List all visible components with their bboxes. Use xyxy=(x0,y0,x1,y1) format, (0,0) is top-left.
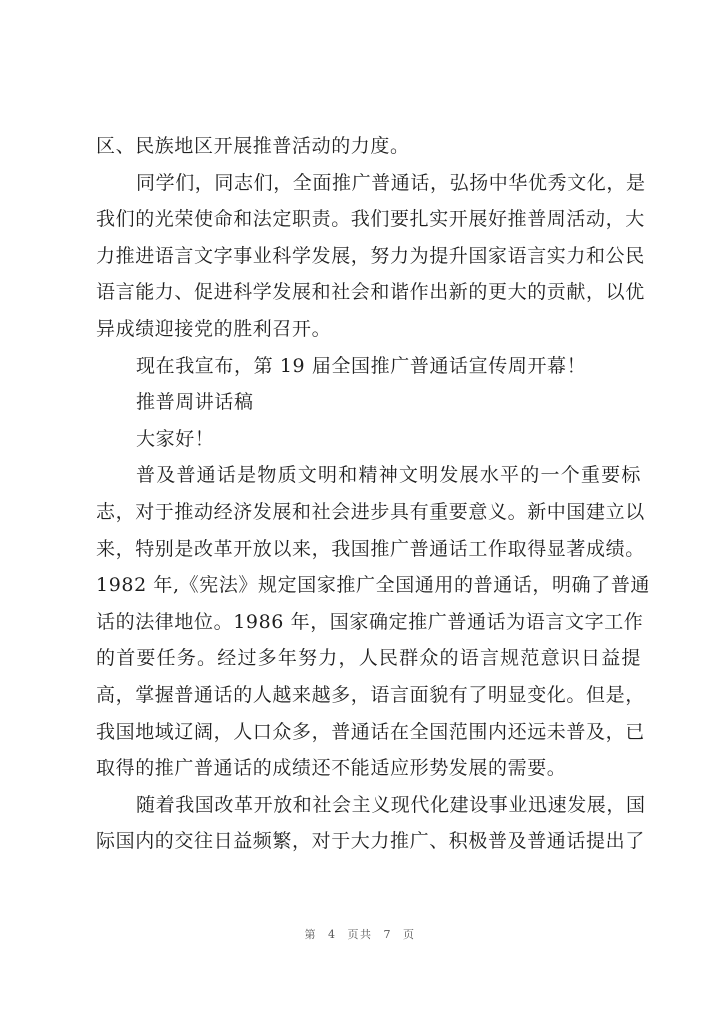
text-line: 力推进语言文字事业科学发展，努力为提升国家语言实力和公民 xyxy=(96,244,645,267)
text-line: 高，掌握普通话的人越来越多，语言面貌有了明显变化。但是， xyxy=(96,683,645,706)
text-line: 际国内的交往日益频繁，对于大力推广、积极普及普通话提出了 xyxy=(96,830,645,853)
speech-title: 推普周讲话稿 xyxy=(136,391,254,414)
text-line: 话的法律地位。1986 年，国家确定推广普通话为语言文字工作 xyxy=(96,610,644,633)
paragraph-start-line: 同学们，同志们，全面推广普通话，弘扬中华优秀文化，是 xyxy=(136,171,646,194)
text-line: 1982 年,《宪法》规定国家推广全国通用的普通话，明确了普通 xyxy=(96,574,651,597)
text-line: 我国地域辽阔，人口众多，普通话在全国范围内还远未普及，已 xyxy=(96,720,645,743)
text-line: 取得的推广普通话的成绩还不能适应形势发展的需要。 xyxy=(96,757,567,780)
text-line: 志，对于推动经济发展和社会进步具有重要意义。新中国建立以 xyxy=(96,500,645,523)
text-line: 我们的光荣使命和法定职责。我们要扎实开展好推普周活动，大 xyxy=(96,208,645,231)
page-number-footer: 第 4 页共 7 页 xyxy=(304,928,416,941)
text-line: 区、民族地区开展推普活动的力度。 xyxy=(96,135,410,157)
announcement-line: 现在我宣布，第 19 届全国推广普通话宣传周开幕！ xyxy=(136,354,587,377)
text-line: 语言能力、促进科学发展和社会和谐作出新的更大的贡献，以优 xyxy=(96,281,645,304)
document-body xyxy=(96,128,651,860)
text-line: 的首要任务。经过多年努力，人民群众的语言规范意识日益提 xyxy=(96,647,641,670)
text-line: 来，特别是改革开放以来，我国推广普通话工作取得显著成绩。 xyxy=(96,537,645,560)
paragraph-start-line: 随着我国改革开放和社会主义现代化建设事业迅速发展，国 xyxy=(136,793,646,816)
paragraph-start-line: 普及普通话是物质文明和精神文明发展水平的一个重要标 xyxy=(136,464,641,487)
text-line: 异成绩迎接党的胜利召开。 xyxy=(96,317,332,340)
greeting-line: 大家好！ xyxy=(136,427,215,450)
